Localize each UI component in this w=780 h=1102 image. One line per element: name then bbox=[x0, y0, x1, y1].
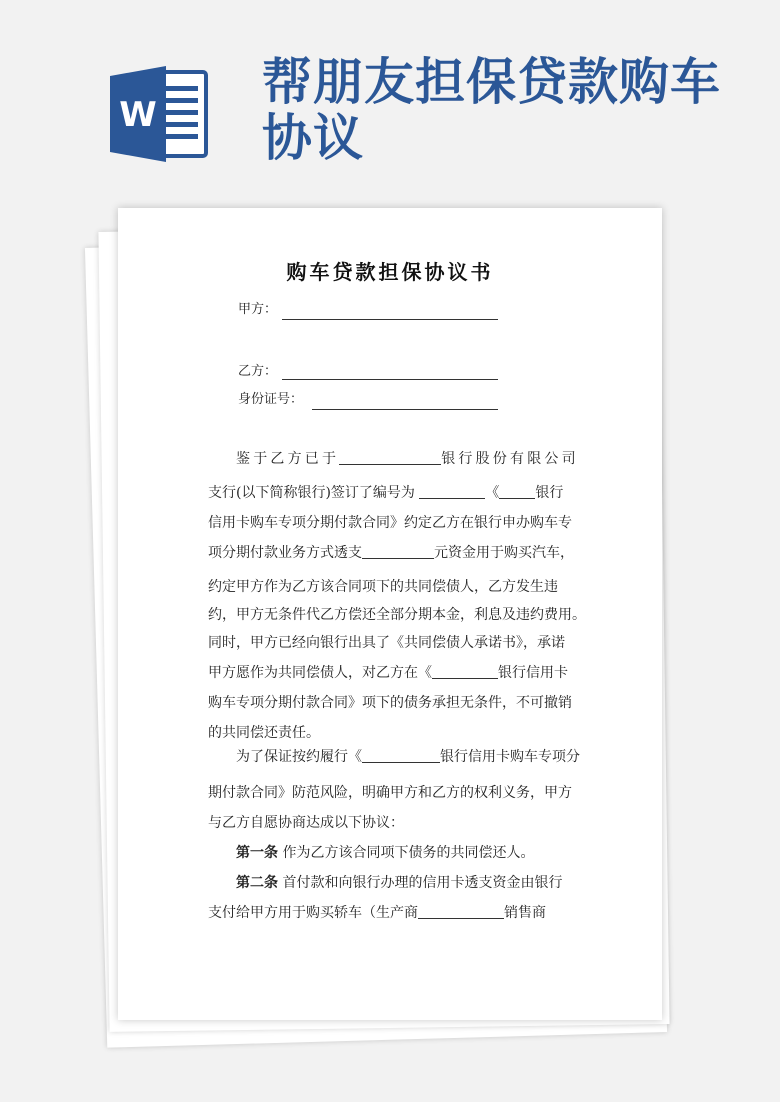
banner-title: 帮朋友担保贷款购车协议 bbox=[262, 53, 721, 167]
article-2-label: 第二条 bbox=[236, 875, 278, 891]
body-line-13: 与乙方自愿协商达成以下协议： bbox=[208, 815, 404, 831]
id-number-label: 身份证号： bbox=[238, 392, 304, 407]
article-1: 第一条 作为乙方该合同项下债务的共同偿还人。 bbox=[236, 845, 535, 861]
body-line-3: 信用卡购车专项分期付款合同》约定乙方在银行申办购车专 bbox=[208, 515, 572, 531]
word-document-icon bbox=[108, 66, 208, 162]
body-line-4: 项分期付款业务方式透支 元资金用于购买汽车， bbox=[208, 545, 574, 561]
party-a-line bbox=[282, 319, 498, 320]
body-line-1: 鉴于乙方已于 银行股份有限公司 bbox=[236, 451, 579, 467]
party-b-line bbox=[282, 379, 498, 380]
body-line-11: 为了保证按约履行《 银行信用卡购车专项分 bbox=[236, 749, 580, 765]
body-line-9: 购车专项分期付款合同》项下的债务承担无条件，不可撤销 bbox=[208, 695, 572, 711]
body-line-12: 期付款合同》防范风险，明确甲方和乙方的权利义务，甲方 bbox=[208, 785, 572, 801]
article-2: 第二条 首付款和向银行办理的信用卡透支资金由银行 bbox=[236, 875, 563, 891]
body-line-5: 约定甲方作为乙方该合同项下的共同偿债人，乙方发生违 bbox=[208, 579, 558, 595]
body-line-8: 甲方愿作为共同偿债人，对乙方在《 银行信用卡 bbox=[208, 665, 568, 681]
word-icon-letter: W bbox=[119, 95, 157, 135]
body-line-7: 同时，甲方已经向银行出具了《共同偿债人承诺书》，承诺 bbox=[208, 635, 565, 651]
document-title: 购车贷款担保协议书 bbox=[286, 260, 494, 284]
article-1-label: 第一条 bbox=[236, 845, 278, 861]
party-b-label: 乙方： bbox=[238, 364, 278, 379]
body-line-16: 支付给甲方用于购买轿车（生产商 销售商 bbox=[208, 905, 546, 921]
body-line-2: 支行(以下简称银行)签订了编号为 《 银行 bbox=[208, 485, 564, 501]
id-number-line bbox=[312, 409, 498, 410]
body-line-10: 的共同偿还责任。 bbox=[208, 725, 320, 741]
party-a-label: 甲方： bbox=[238, 302, 278, 317]
body-line-6: 约，甲方无条件代乙方偿还全部分期本金，利息及违约费用。 bbox=[208, 607, 586, 623]
